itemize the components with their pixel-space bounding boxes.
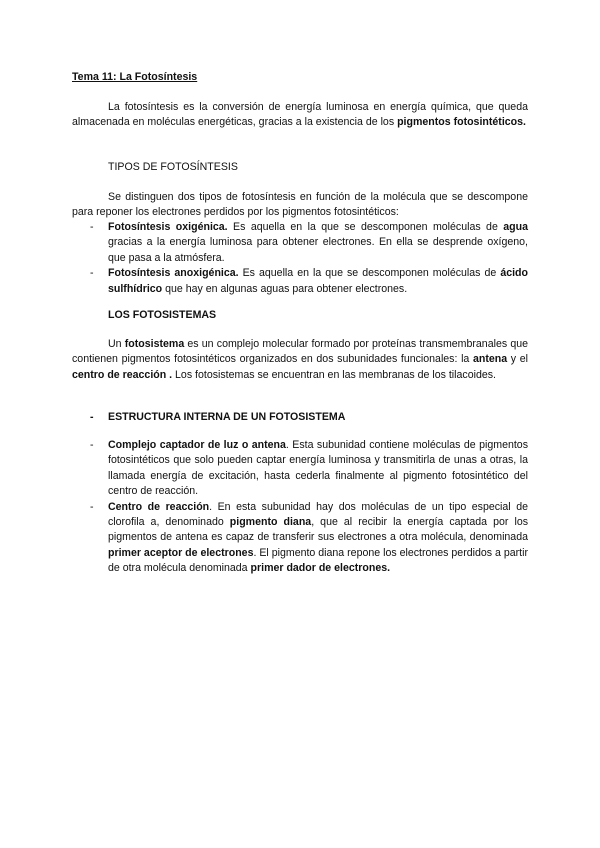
list-item [72, 220, 528, 266]
term-acido-sulfhidrico: ácido sulfhídrico [108, 267, 528, 295]
term-primer-dador: primer dador de electrones. [250, 562, 391, 575]
list-item [72, 500, 528, 577]
list-text: . El pigmento diana repone los electrones perdidos a partir de otra molécula denominada [108, 546, 528, 575]
list-dash: - [90, 267, 94, 280]
term-antena: antena [472, 353, 508, 366]
term-pigmento-diana: pigmento diana [229, 516, 312, 529]
list-dash: - [90, 500, 94, 513]
term-oxigenica: Fotosíntesis oxigénica. [108, 221, 228, 233]
term-agua: agua [503, 221, 528, 233]
heading-fotosistemas: LOS FOTOSISTEMAS [108, 309, 217, 321]
tipos-intro-paragraph: Se distinguen dos tipos de fotosíntesis en función de la molécula que se descompone para reponer los electrones perdidos por los pigmentos fotosintéticos: [72, 191, 528, 219]
tipos-list [72, 220, 528, 297]
list-text: Es aquella en la que se descomponen moléculas de [227, 221, 504, 233]
intro-paragraph [72, 100, 528, 131]
fotosistema-paragraph [72, 337, 528, 383]
term-fotosistema: fotosistema [124, 338, 185, 350]
list-dash: - [90, 221, 94, 233]
term-complejo-captador: Complejo captador de luz o antena [108, 439, 286, 451]
paragraph-text: Los fotosistemas se encuentran en las membranas de los tilacoides. [172, 368, 496, 381]
term-anoxigenica: Fotosíntesis anoxigénica. [108, 267, 239, 280]
list-item [72, 438, 528, 500]
list-dash: - [90, 439, 94, 451]
list-text: Es aquella en la que se descomponen moléculas de [238, 267, 501, 280]
heading-tipos: TIPOS DE FOTOSÍNTESIS [108, 161, 238, 173]
list-text: gracias a la energía luminosa para obtener electrones. En ella se desprende oxígeno, que pasa a la atmósfera. [108, 236, 528, 264]
list-text: . En esta subunidad hay dos moléculas de un tipo especial de clorofila a, denominado [108, 500, 528, 529]
term-primer-aceptor: primer aceptor de electrones [108, 546, 254, 559]
heading-dash: - [90, 411, 94, 423]
list-text: que hay en algunas aguas para obtener electrones. [162, 282, 408, 295]
term-centro-reaccion: centro de reacción . [72, 368, 173, 381]
term-centro-de-reaccion: Centro de reacción [108, 500, 210, 513]
intro-bold-term: pigmentos fotosintéticos. [397, 116, 526, 129]
paragraph-text: Un [108, 338, 125, 350]
estructura-list [72, 438, 528, 577]
paragraph-text: es un complejo molecular formado por proteínas transmembranales que contienen pigmentos fotosintéticos organizados en dos subunidades funcionales: la [72, 338, 528, 366]
intro-text: La fotosíntesis es la conversión de energía luminosa en energía química, que queda almacenada en moléculas energéticas, gracias a la existencia de los [72, 101, 528, 129]
heading-estructura-label: ESTRUCTURA INTERNA DE UN FOTOSISTEMA [108, 411, 346, 423]
list-text: . Esta subunidad contiene moléculas de pigmentos fotosintéticos que solo pueden captar energía luminosa y transmitirla de unas a otras, la llamada energía de excitación, hasta cederla finalmente al pigmento fotosintético del centro de reacción. [108, 439, 528, 498]
page-title: Tema 11: La Fotosíntesis [72, 71, 198, 83]
list-item [72, 266, 528, 297]
heading-estructura [90, 410, 346, 425]
paragraph-text: y el [507, 353, 528, 366]
list-text: , que al recibir la energía captada por los pigmentos de antena es capaz de transferir sus electrones a otra molécula, denominada [108, 516, 529, 544]
